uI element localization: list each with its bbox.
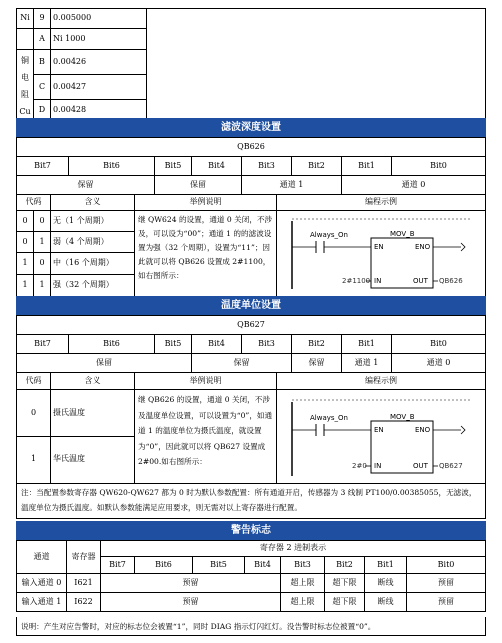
bit-label: Bit3 — [242, 157, 292, 176]
in-pin: IN — [374, 462, 382, 470]
contact-label: Always_On — [310, 414, 348, 422]
bit-label: Bit4 — [192, 335, 242, 354]
cu-code: B — [34, 50, 51, 75]
code-bit: 0 — [17, 211, 34, 232]
cu-value: 0.00427 — [51, 75, 147, 100]
cu-label: 铜 电 阻 Cu — [17, 50, 34, 122]
contact-label: Always_On — [310, 231, 348, 239]
code-bit: 0 — [34, 253, 51, 274]
cu-code: D — [34, 100, 51, 122]
cu-value: 0.00426 — [51, 50, 147, 75]
meaning-header: 含义 — [51, 195, 135, 211]
out-pin: OUT — [413, 462, 428, 470]
in-pin: IN — [374, 277, 382, 285]
bit-assign: 保留 — [17, 354, 192, 373]
reserved-cell: 预留 — [101, 574, 281, 593]
in-value: 2#0 — [352, 462, 367, 470]
code-bit: 0 — [17, 232, 34, 253]
bit-label: Bit4 — [192, 157, 242, 176]
temp-code-table — [16, 372, 486, 484]
out-pin: OUT — [413, 277, 428, 285]
flag-under-lower: 超下限 — [325, 574, 365, 593]
channel-name: 输入通道 0 — [17, 574, 67, 593]
example-header: 举例说明 — [135, 195, 277, 211]
bit-label: Bit1 — [342, 157, 392, 176]
program-header: 编程示例 — [277, 373, 486, 390]
temp-code: 1 — [17, 436, 51, 483]
bit-label: Bit2 — [292, 335, 342, 354]
filter-meaning: 弱（4 个周期） — [51, 232, 135, 253]
temp-register-table — [16, 315, 486, 373]
temp-meaning: 摄氏温度 — [51, 390, 135, 437]
flag-under-lower: 超下限 — [325, 593, 365, 612]
code-bit: 1 — [34, 232, 51, 253]
filter-code-table — [16, 194, 486, 297]
register-header: 寄存器 — [67, 541, 101, 574]
bit-label: Bit5 — [155, 157, 192, 176]
bit-label: Bit3 — [242, 335, 292, 354]
program-header: 编程示例 — [277, 195, 486, 211]
bit-label: Bit0 — [392, 157, 486, 176]
box-title: MOV_B — [390, 413, 415, 421]
temp-code: 0 — [17, 390, 51, 437]
in-value: 2#1100 — [342, 277, 371, 285]
temp-ladder-diagram — [286, 390, 476, 480]
register-name: I622 — [67, 593, 101, 612]
filter-meaning: 无（1 个周期） — [51, 211, 135, 232]
bit-assign: 通道 1 — [342, 354, 392, 373]
bit-label: Bit5 — [155, 335, 192, 354]
temp-ladder-cell — [277, 390, 486, 484]
rtd-coefficient-table — [16, 8, 486, 122]
bit-label: Bit7 — [17, 335, 69, 354]
bit-label: Bit5 — [193, 557, 245, 574]
code-header: 代码 — [17, 195, 51, 211]
temp-meaning: 华氏温度 — [51, 436, 135, 483]
bit-label: Bit2 — [292, 157, 342, 176]
example-header: 举例说明 — [135, 373, 277, 390]
bit-label: Bit0 — [407, 557, 486, 574]
en-pin: EN — [374, 426, 384, 434]
ni-label: Ni — [17, 9, 34, 29]
filter-ladder-cell — [277, 211, 486, 297]
alarm-note: 说明：产生对应告警时，对应的标志位会被置“1”，同时 DIAG 指示灯闪红灯。没告警时标志位被置“0”。 — [16, 617, 486, 636]
cu-value: 0.00428 — [51, 100, 147, 122]
bit-assign: 通道 1 — [242, 176, 342, 195]
en-pin: EN — [374, 243, 384, 251]
bit-label: Bit4 — [245, 557, 281, 574]
bit-label: Bit6 — [69, 157, 155, 176]
eno-pin: ENO — [415, 243, 431, 251]
bit-label: Bit6 — [135, 557, 193, 574]
bit-label: Bit0 — [392, 335, 486, 354]
cu-code: C — [34, 75, 51, 100]
code-bit: 0 — [34, 211, 51, 232]
flag-over-upper: 超上限 — [281, 593, 325, 612]
bit-label: Bit1 — [365, 557, 407, 574]
channel-name: 输入通道 1 — [17, 593, 67, 612]
bit-label: Bit6 — [69, 335, 155, 354]
arrow-right-icon — [461, 426, 465, 434]
code-bit: 1 — [34, 274, 51, 296]
bit-assign: 通道 0 — [392, 354, 486, 373]
box-title: MOV_B — [390, 230, 415, 238]
temp-section-title: 温度单位设置 — [16, 296, 486, 315]
register-name: I621 — [67, 574, 101, 593]
temp-register-name: QB627 — [17, 316, 486, 335]
bit-label: Bit2 — [325, 557, 365, 574]
bit-assign: 保留 — [292, 354, 342, 373]
code-header: 代码 — [17, 373, 51, 390]
flag-break: 断线 — [365, 593, 407, 612]
alarm-section-title: 警告标志 — [16, 521, 486, 540]
reserved-cell: 预留 — [101, 593, 281, 612]
binary-header: 寄存器 2 进制表示 — [101, 541, 486, 557]
ni-value: 0.005000 — [51, 9, 147, 29]
arrow-right-icon — [461, 243, 465, 251]
filter-meaning: 强（32 个周期） — [51, 274, 135, 296]
bit-assign: 保留 — [192, 354, 292, 373]
ni-value: Ni 1000 — [51, 29, 147, 50]
filter-ladder-diagram — [286, 211, 476, 293]
bit-assign: 保留 — [155, 176, 242, 195]
out-value: QB626 — [439, 277, 463, 285]
bit-label: Bit7 — [101, 557, 135, 574]
flag-break: 断线 — [365, 574, 407, 593]
bit-label: Bit7 — [17, 157, 69, 176]
filter-example-text: 继 QW624 的设置，通道 0 关闭，不涉及，可以设为“00”；通道 1 的的滤波设置为强（32 个周期），设置为“11”；因此就可以将 QB626 设置成 2#1100，如右图所示： — [135, 211, 277, 297]
flag-reserved: 预留 — [407, 574, 486, 593]
bit-label: Bit3 — [281, 557, 325, 574]
filter-register-table — [16, 137, 486, 195]
ni-code: 9 — [34, 9, 51, 29]
ni-code: A — [34, 29, 51, 50]
filter-section-title: 滤波深度设置 — [16, 118, 486, 137]
temp-example-text: 继 QB626 的设置，通道 0 关闭，不涉及温度单位设置，可以设置为“0”，如通道 1 的温度单位为摄氏温度，就设置为“0”，因此就可以将 QB627 设置成 2#00.如右图所示： — [135, 390, 277, 484]
channel-header: 通道 — [17, 541, 67, 574]
flag-reserved: 预留 — [407, 593, 486, 612]
alarm-flag-table — [16, 540, 486, 612]
filter-register-name: QB626 — [17, 138, 486, 157]
bit-assign: 保留 — [17, 176, 155, 195]
meaning-header: 含义 — [51, 373, 135, 390]
filter-meaning: 中（16 个周期） — [51, 253, 135, 274]
flag-over-upper: 超上限 — [281, 574, 325, 593]
bit-assign: 通道 0 — [342, 176, 486, 195]
eno-pin: ENO — [415, 426, 431, 434]
config-note: 注：当配置参数寄存器 QW620-QW627 都为 0 时为默认参数配置：所有通道开启，传感器为 3 线制 PT100/0.00385055，无滤波，温度单位为摄氏温度。如默认参数能满足应用要求，则无需对以上寄存器进行配置。 — [16, 483, 486, 519]
out-value: QB627 — [439, 462, 463, 470]
bit-label: Bit1 — [342, 335, 392, 354]
code-bit: 1 — [17, 274, 34, 296]
code-bit: 1 — [17, 253, 34, 274]
